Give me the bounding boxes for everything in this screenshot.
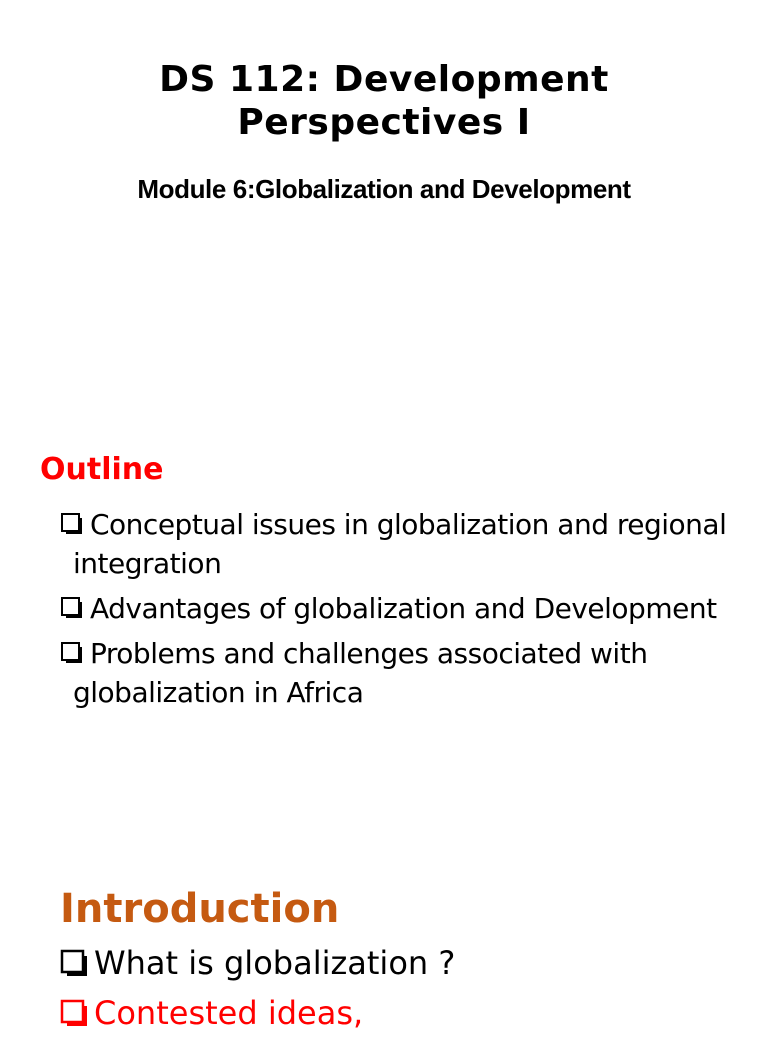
slide-title-line-1: DS 112: Development <box>159 59 609 100</box>
introduction-item-text: Contested ideas, <box>94 994 364 1032</box>
introduction-item-text: What is globalization ? <box>94 944 456 982</box>
introduction-item <box>60 942 740 984</box>
slide-subtitle: Module 6:Globalization and Development <box>137 174 631 204</box>
outline-list <box>60 505 740 718</box>
outline-heading: Outline <box>40 452 164 487</box>
outline-item <box>60 634 740 712</box>
checkbox-square-icon <box>60 949 90 979</box>
outline-item-text: Problems and challenges associated with globalization in Africa <box>73 637 648 709</box>
checkbox-square-icon <box>60 999 90 1029</box>
slide-title-line-2: Perspectives I <box>237 102 531 143</box>
outline-item-text: Advantages of globalization and Development <box>90 592 717 625</box>
introduction-heading: Introduction <box>60 886 340 932</box>
slide-title <box>0 58 768 144</box>
introduction-item <box>60 992 740 1034</box>
outline-item <box>60 589 740 628</box>
checkbox-square-icon <box>60 512 84 536</box>
outline-item <box>60 505 740 583</box>
introduction-list <box>60 942 740 1042</box>
outline-item-text: Conceptual issues in globalization and regional integration <box>73 508 727 580</box>
checkbox-square-icon <box>60 641 84 665</box>
checkbox-square-icon <box>60 596 84 620</box>
